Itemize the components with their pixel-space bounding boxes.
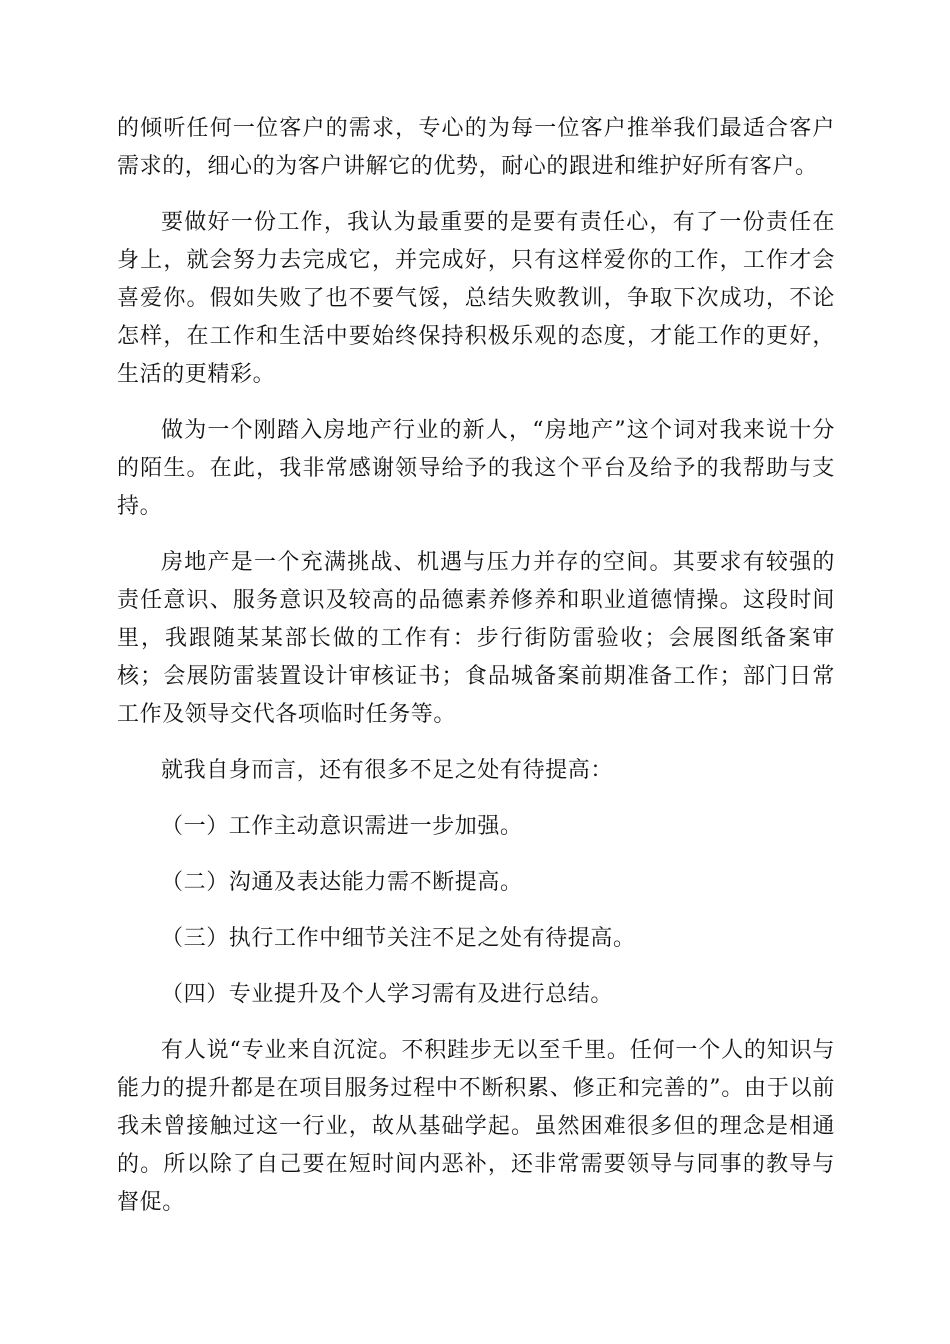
list-item: （二）沟通及表达能力需不断提高。 xyxy=(161,870,523,895)
paragraph-shortcomings-intro: 就我自身而言，还有很多不足之处有待提高： xyxy=(161,758,614,783)
paragraph-continued: 的倾听任何一位客户的需求，专心的为每一位客户推举我们最适合客户需求的，细心的为客户讲解它的优势，耐心的跟进和维护好所有客户。 xyxy=(117,116,835,179)
list-item: （一）工作主动意识需进一步加强。 xyxy=(161,814,523,839)
paragraph-work-tasks: 房地产是一个充满挑战、机遇与压力并存的空间。其要求有较强的责任意识、服务意识及较高的品德素养修养和职业道德情操。这段时间里，我跟随某某部长做的工作有：步行街防雷验收；会展图纸备案审核；会展防雷装置设计审核证书；食品城备案前期准备工作；部门日常工作及领导交代各项临时任务等。 xyxy=(117,550,835,727)
list-item: （三）执行工作中细节关注不足之处有待提高。 xyxy=(161,926,636,951)
document-body xyxy=(117,110,835,1240)
paragraph-responsibility: 要做好一份工作，我认为最重要的是要有责任心，有了一份责任在身上，就会努力去完成它，并完成好，只有这样爱你的工作，工作才会喜爱你。假如失败了也不要气馁，总结失败教训，争取下次成功，不论怎样，在工作和生活中要始终保持积极乐观的态度，才能工作的更好，生活的更精彩。 xyxy=(117,210,835,387)
list-item: （四）专业提升及个人学习需有及进行总结。 xyxy=(161,982,614,1007)
paragraph-closing: 有人说“专业来自沉淀。不积跬步无以至千里。任何一个人的知识与能力的提升都是在项目服务过程中不断积累、修正和完善的”。由于以前我未曾接触过这一行业，故从基础学起。虽然困难很多但的理念是相通的。所以除了自己要在短时间内恶补，还非常需要领导与同事的教导与督促。 xyxy=(117,1038,835,1215)
paragraph-newcomer: 做为一个刚踏入房地产行业的新人，“房地产”这个词对我来说十分的陌生。在此，我非常感谢领导给予的我这个平台及给予的我帮助与支持。 xyxy=(117,418,835,519)
